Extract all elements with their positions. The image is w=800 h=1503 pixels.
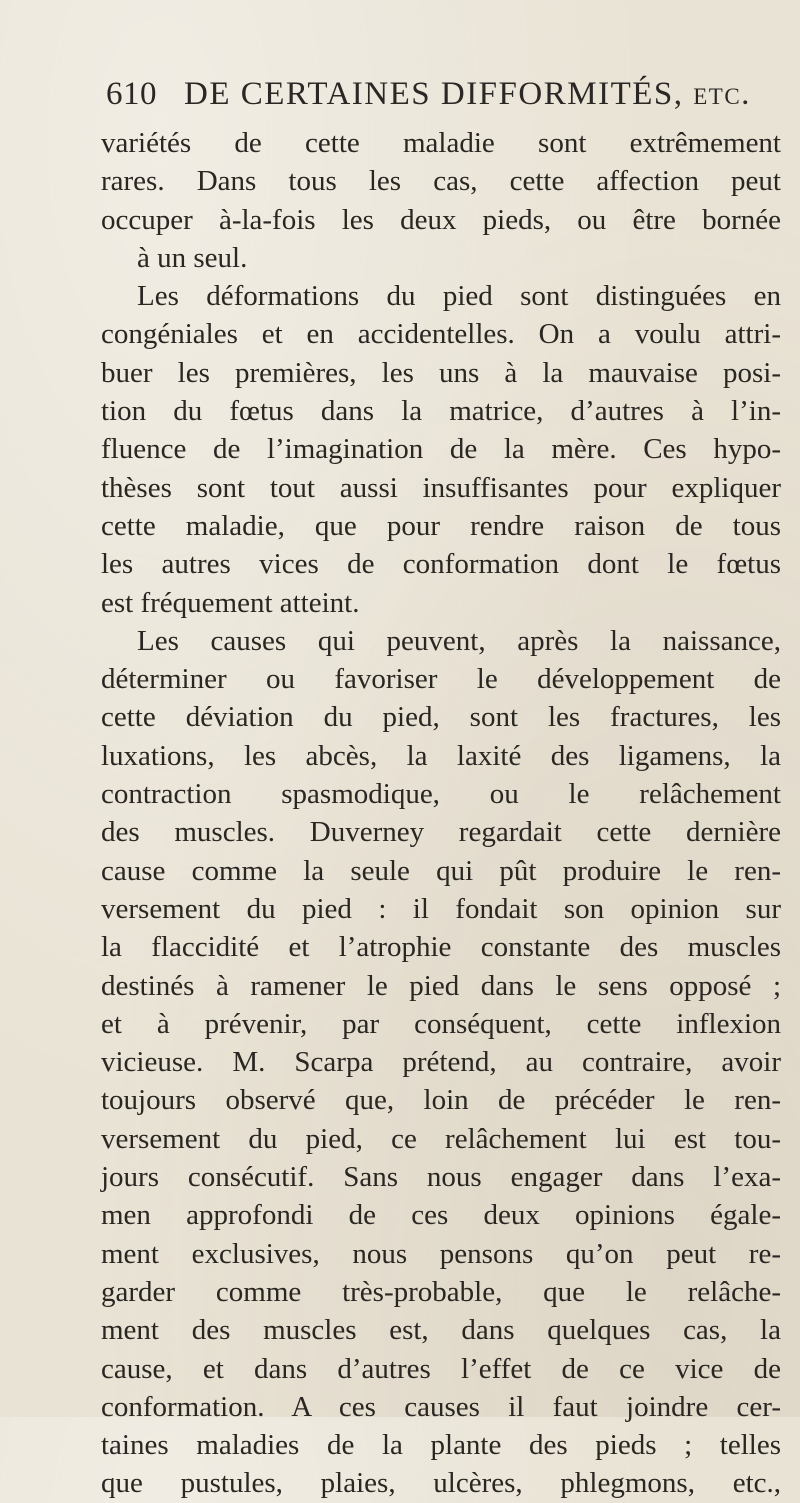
text-line: congéniales et en accidentelles. On a voulu attri- — [101, 318, 781, 351]
text-line: cause comme la seule qui pût produire le ren- — [101, 854, 781, 887]
text-line: versement du pied : il fondait son opinion sur — [101, 892, 781, 925]
text-line: jours consécutif. Sans nous engager dans l’exa- — [101, 1161, 781, 1194]
body-text — [101, 124, 781, 1503]
text-line: thèses sont tout aussi insuffisantes pour expliquer — [101, 471, 781, 504]
text-line: luxations, les abcès, la laxité des ligamens, la — [101, 739, 781, 772]
text-line: ment exclusives, nous pensons qu’on peut re- — [101, 1237, 781, 1270]
text-line: contraction spasmodique, ou le relâchement — [101, 778, 781, 811]
page-number: 610 — [106, 76, 157, 112]
text-line: garder comme très-probable, que le relâche- — [101, 1275, 781, 1308]
text-line: tion du fœtus dans la matrice, d’autres à l’in- — [101, 395, 781, 428]
text-line: occuper à-la-fois les deux pieds, ou être bornée — [101, 203, 781, 236]
text-line: que pustules, plaies, ulcères, phlegmons, etc., — [101, 1467, 781, 1500]
text-line: taines maladies de la plante des pieds ; telles — [101, 1429, 781, 1462]
text-line: variétés de cette maladie sont extrêmement — [101, 127, 781, 159]
running-head-title: DE CERTAINES DIFFORMITÉS, etc. — [184, 76, 751, 112]
text-line: et à prévenir, par conséquent, cette inflexion — [101, 1007, 781, 1040]
paragraph-start-line: Les déformations du pied sont distinguées en — [137, 280, 781, 313]
running-head — [106, 76, 751, 116]
text-line: toujours observé que, loin de précéder le ren- — [101, 1084, 781, 1117]
text-line: rares. Dans tous les cas, cette affection peut — [101, 165, 781, 198]
text-line: la flaccidité et l’atrophie constante des muscles — [101, 931, 781, 964]
text-line: versement du pied, ce relâchement lui est tou- — [101, 1122, 781, 1155]
text-line: les autres vices de conformation dont le fœtus — [101, 548, 781, 581]
text-line: à un seul. — [137, 241, 248, 274]
text-line: conformation. A ces causes il faut joindre cer- — [101, 1390, 781, 1423]
text-line: est fréquement atteint. — [101, 586, 360, 619]
text-line: buer les premières, les uns à la mauvaise posi- — [101, 356, 781, 389]
text-line: men approfondi de ces deux opinions égale- — [101, 1199, 781, 1232]
text-line: des muscles. Duverney regardait cette dernière — [101, 816, 781, 849]
text-line: déterminer ou favoriser le développement de — [101, 663, 781, 696]
text-line: cause, et dans d’autres l’effet de ce vice de — [101, 1352, 781, 1385]
text-line: vicieuse. M. Scarpa prétend, au contraire, avoir — [101, 1046, 781, 1079]
text-line: cette déviation du pied, sont les fractures, les — [101, 701, 781, 734]
text-line: cette maladie, que pour rendre raison de tous — [101, 509, 781, 542]
text-line: ment des muscles est, dans quelques cas, la — [101, 1314, 781, 1347]
text-line: destinés à ramener le pied dans le sens opposé ; — [101, 969, 781, 1002]
paragraph-start-line: Les causes qui peuvent, après la naissance, — [137, 624, 781, 657]
text-line: fluence de l’imagination de la mère. Ces hypo- — [101, 433, 781, 466]
